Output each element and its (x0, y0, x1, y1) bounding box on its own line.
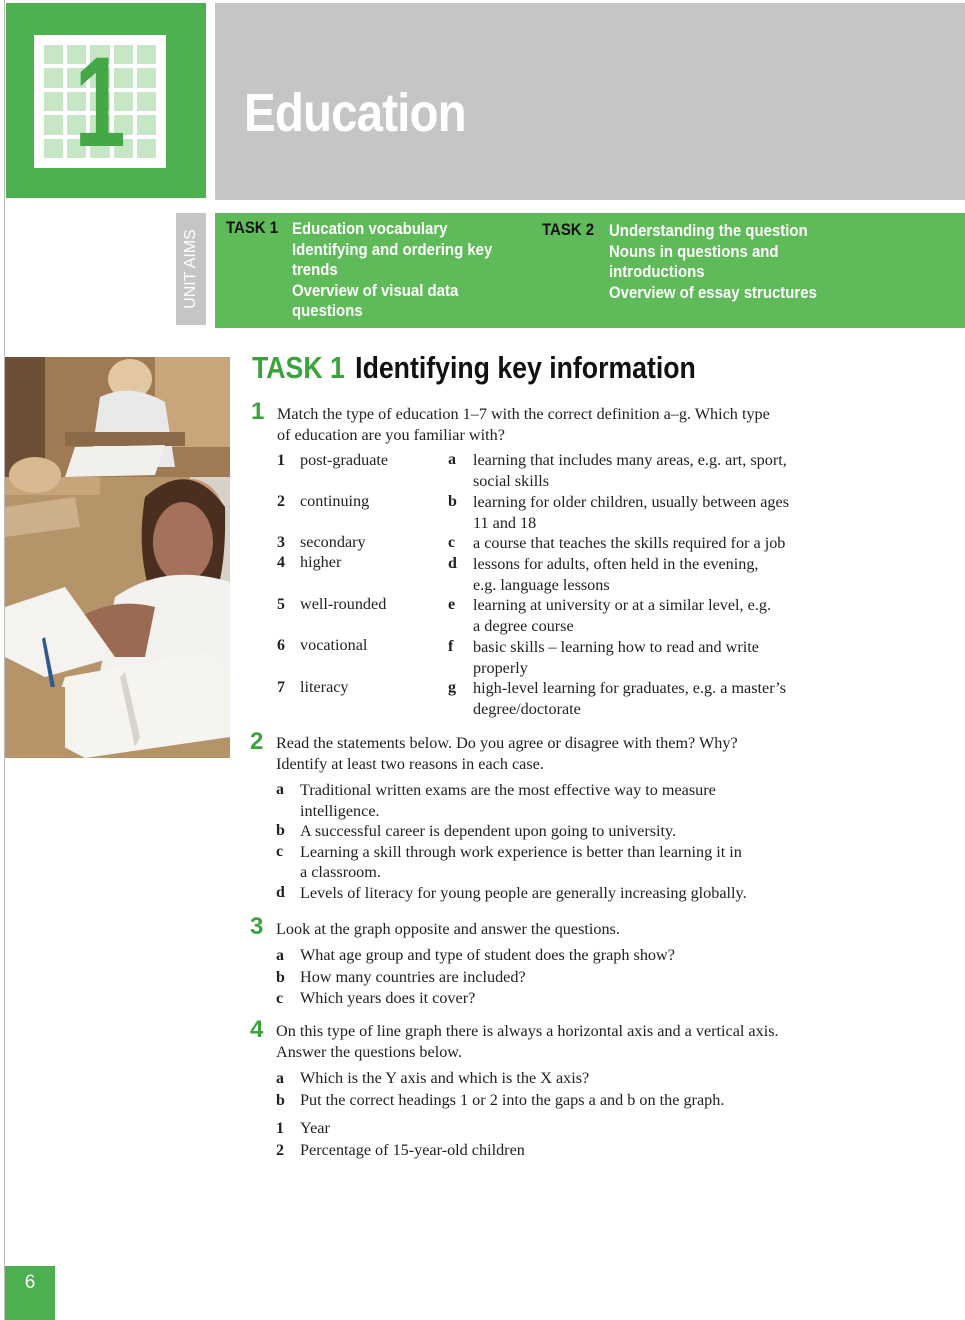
question-1-instruction (277, 404, 770, 445)
question-number: 1 (251, 398, 265, 425)
item-text: secondary (300, 533, 366, 551)
list-item (277, 552, 341, 574)
definition-line: learning that includes many areas, e.g. art, sport, (473, 451, 787, 469)
instruction-line: Read the statements below. Do you agree or disagree with them? Why? (276, 734, 738, 752)
item-text: Year (300, 1119, 330, 1137)
item-letter: d (276, 883, 285, 901)
item-text: Percentage of 15-year-old children (300, 1140, 525, 1159)
aims-task2-label: TASK 2 (542, 220, 595, 239)
definition-item (448, 533, 785, 554)
item-number: 1 (276, 1120, 284, 1137)
aims-task1-item: Education vocabulary (292, 219, 448, 238)
item-letter: e (448, 596, 456, 613)
item-letter: g (448, 679, 456, 696)
statement-line: Traditional written exams are the most effective way to measure (300, 781, 716, 799)
question-2-instruction (276, 733, 738, 774)
unit-aims-label-wrap (176, 213, 206, 325)
question-3-list (276, 945, 675, 1010)
list-item (277, 491, 369, 513)
statement-item (276, 821, 866, 842)
question-number: 3 (250, 913, 264, 940)
question-4-instruction (276, 1021, 779, 1062)
aims-task2-item: Nouns in questions and (609, 241, 779, 261)
item-text: Which years does it cover? (300, 989, 476, 1007)
definition-item (448, 678, 786, 719)
statement-item (276, 780, 866, 821)
item-number: 4 (277, 554, 285, 571)
list-item (276, 1090, 724, 1112)
item-letter: a (276, 947, 284, 964)
definition-item (448, 595, 771, 636)
item-letter: d (448, 555, 457, 572)
item-text: continuing (300, 492, 370, 510)
list-item (276, 988, 675, 1010)
statement-line: A successful career is dependent upon going to university. (300, 822, 677, 840)
item-letter: a (276, 1070, 284, 1087)
aims-task1-item: trends (292, 260, 338, 279)
item-letter: b (276, 822, 285, 839)
instruction-line: Identify at least two reasons in each case. (276, 754, 544, 773)
item-text: How many countries are included? (300, 967, 526, 986)
definition-line: e.g. language lessons (473, 575, 610, 594)
aims-task1-list (292, 219, 492, 322)
aims-task2-list (609, 221, 817, 303)
definition-item (448, 492, 789, 533)
definition-line: learning for older children, usually between ages (473, 493, 789, 511)
definition-line: a course that teaches the skills required for a job (473, 534, 786, 552)
definition-line: social skills (473, 471, 549, 490)
item-letter: a (448, 451, 456, 468)
instruction-line: On this type of line graph there is always a horizontal axis and a vertical axis. (276, 1022, 779, 1040)
question-number: 2 (250, 728, 264, 755)
definition-line: high-level learning for graduates, e.g. a master’s (473, 679, 786, 697)
statements-list (276, 780, 866, 903)
list-item (276, 1068, 724, 1090)
item-letter: b (448, 493, 457, 510)
statement-line: a classroom. (300, 863, 381, 881)
unit-aims-label: UNIT AIMS (182, 229, 199, 309)
item-number: 7 (277, 679, 285, 696)
item-letter: b (276, 1091, 285, 1109)
item-text: Which is the Y axis and which is the X axis? (300, 1069, 590, 1087)
definition-line: basic skills – learning how to read and write (473, 638, 759, 656)
item-text: vocational (300, 636, 368, 654)
item-letter: c (448, 534, 456, 551)
aims-task2-item: Understanding the question (609, 221, 808, 240)
statement-item (276, 842, 866, 883)
item-text: What age group and type of student does the graph show? (300, 946, 675, 964)
aims-task1-item: questions (292, 301, 363, 320)
item-text: higher (300, 553, 342, 571)
item-number: 1 (277, 452, 285, 469)
definition-item (448, 637, 759, 678)
item-letter: f (448, 638, 454, 655)
instruction-line: of education are you familiar with? (277, 425, 505, 444)
unit-title: Education (244, 83, 466, 143)
list-item (276, 967, 675, 989)
item-number: 2 (277, 493, 285, 510)
item-number: 2 (276, 1141, 284, 1159)
item-number: 3 (277, 534, 285, 551)
instruction-line: Match the type of education 1–7 with the correct definition a–g. Which type (277, 405, 770, 423)
list-item (276, 945, 675, 967)
headings-list (276, 1118, 525, 1161)
item-text: post-graduate (300, 451, 389, 469)
definition-item (448, 554, 758, 595)
list-item (277, 532, 366, 554)
item-number: 5 (277, 596, 285, 613)
list-item (277, 594, 386, 616)
item-letter: c (276, 842, 284, 860)
question-4-list (276, 1068, 724, 1111)
list-item (277, 677, 349, 699)
task-label: TASK 1 (252, 350, 345, 385)
definition-line: a degree course (473, 616, 574, 635)
definition-line: degree/doctorate (473, 699, 581, 718)
item-letter: b (276, 968, 285, 986)
item-number: 6 (277, 637, 285, 654)
statement-line: intelligence. (300, 801, 380, 820)
list-item (276, 1118, 525, 1140)
definition-item (448, 450, 787, 491)
item-text: literacy (300, 678, 349, 696)
statement-line: Levels of literacy for young people are generally increasing globally. (300, 883, 747, 902)
task-title: Identifying key information (355, 350, 696, 385)
task-heading (252, 350, 696, 386)
aims-task1-item: Overview of visual data (292, 280, 459, 300)
definition-line: 11 and 18 (473, 513, 537, 532)
statement-line: Learning a skill through work experience is better than learning it in (300, 842, 742, 861)
classroom-photo (5, 357, 230, 758)
list-item (276, 1140, 525, 1162)
item-letter: a (276, 781, 284, 798)
definition-line: lessons for adults, often held in the evening, (473, 555, 759, 573)
unit-number: 1 (74, 31, 126, 174)
definition-line: properly (473, 658, 528, 677)
definition-line: learning at university or at a similar level, e.g. (473, 596, 772, 614)
question-number: 4 (250, 1016, 264, 1043)
list-item (277, 635, 367, 657)
aims-task2-item: Overview of essay structures (609, 282, 817, 302)
instruction-line: Answer the questions below. (276, 1042, 462, 1061)
list-item (277, 450, 388, 472)
item-text: Put the correct headings 1 or 2 into the gaps a and b on the graph. (300, 1090, 725, 1109)
statement-item (276, 883, 866, 904)
question-3-instruction: Look at the graph opposite and answer the questions. (276, 920, 620, 938)
item-text: well-rounded (300, 595, 387, 613)
aims-task1-label: TASK 1 (226, 218, 279, 237)
aims-task2-item: introductions (609, 262, 705, 281)
item-letter: c (276, 990, 284, 1007)
page-number: 6 (24, 1272, 36, 1293)
aims-task1-item: Identifying and ordering key (292, 239, 493, 259)
